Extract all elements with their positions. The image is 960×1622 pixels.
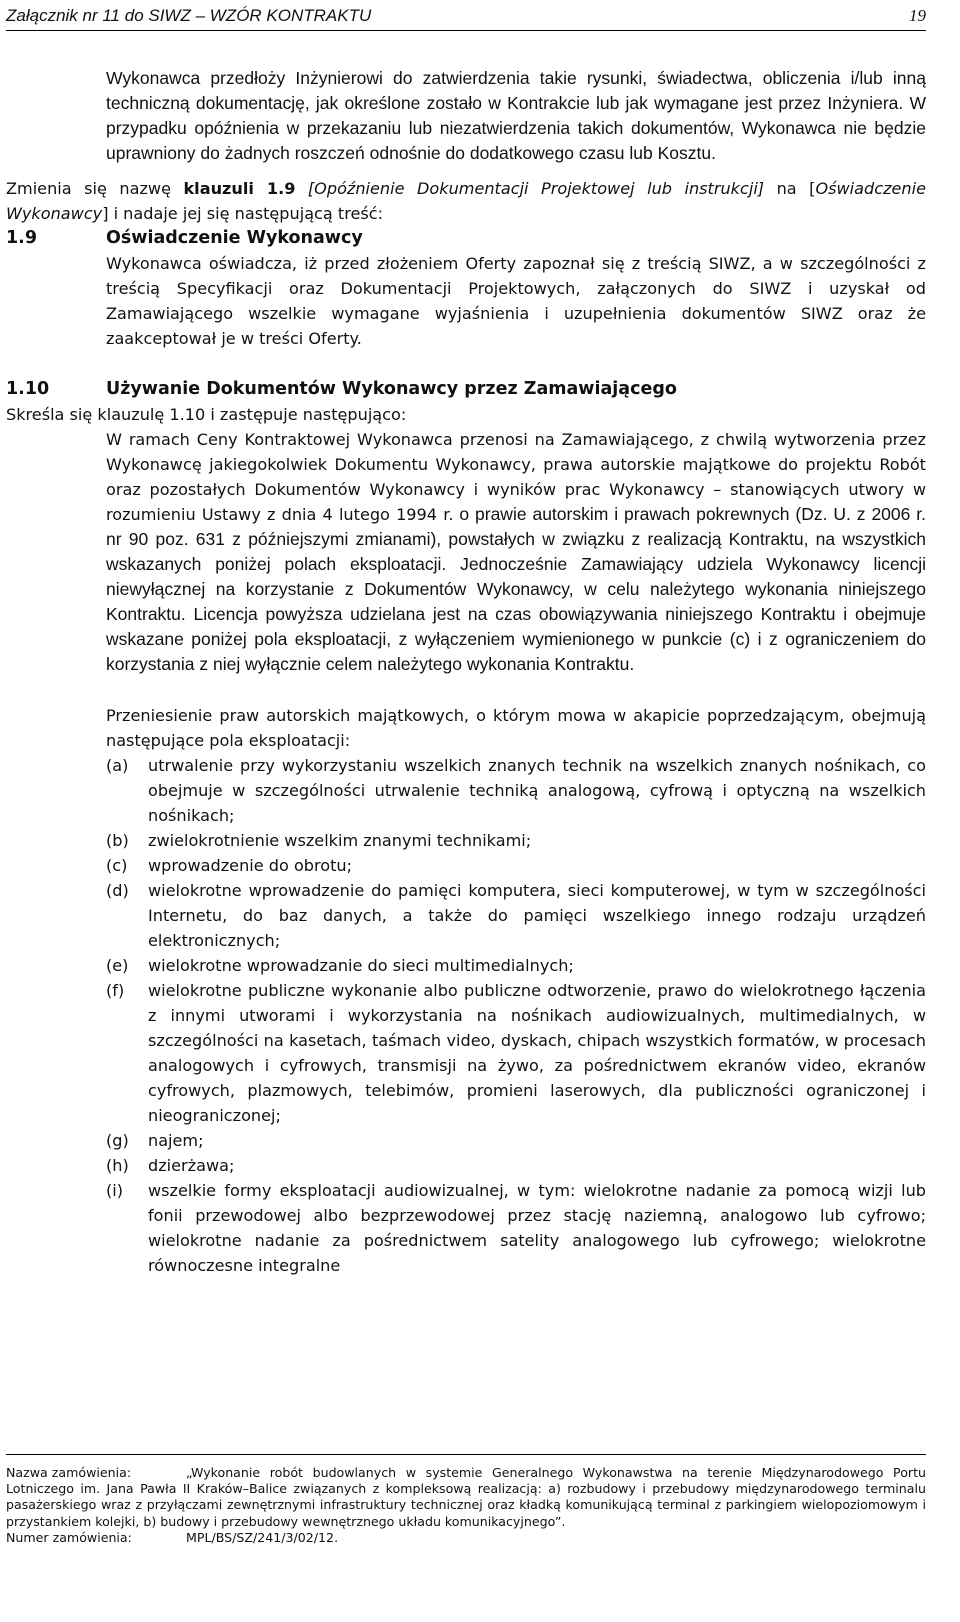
- clause-110-paragraph-1: [6, 427, 926, 677]
- list-item-label: (h): [106, 1156, 129, 1175]
- list-item: [106, 953, 926, 978]
- list-item-text: wielokrotne wprowadzanie do sieci multimedialnych;: [148, 956, 574, 975]
- list-item: [106, 853, 926, 878]
- list-item: [106, 1128, 926, 1153]
- list-item-label: (i): [106, 1181, 124, 1200]
- clause-110-para1-b: o prawie autorskim i prawach pokrewnych (Dz. U. z 2006 r. nr 90 poz. 631 z późniejszymi zmianami), powstałych w związku z realizacją Kontraktu, na wszystkich wskazanych poniżej polach eksploatacji. Jednocześnie Zamawiający udziela Wykonawcy licencji niewyłącznej na korzystanie z Dokumentów Wykonawcy, w celu należytego wykonania niniejszego Kontraktu. Licencja powyższa udzielana jest na czas obowiązywania niniejszego Kontraktu i obejmuje wskazane poniżej pola eksploatacji, z wyłączeniem wymienionego w punkcie (c) i z ograniczeniem do korzystania z niej wyłącznie celem należytego wykonania Kontraktu.: [106, 504, 927, 674]
- footer-number-label: Numer zamówienia:: [6, 1529, 132, 1545]
- exploitation-fields-list: [6, 753, 926, 1278]
- clause-19-title: Oświadczenie Wykonawcy: [106, 228, 363, 248]
- page-header: [6, 6, 926, 31]
- list-item-text: wszelkie formy eksploatacji audiowizualnej, w tym: wielokrotne nadanie za pomocą wizji lub fonii przewodowej albo bezprzewodowej przez stację naziemną, analogowo lub cyfrowo; wielokrotne nadanie za pośrednictwem satelity analogowego lub cyfrowego; wielokrotne równoczesne integralne: [148, 1181, 926, 1275]
- intro-paragraph: [6, 66, 926, 166]
- list-item: [106, 753, 926, 828]
- list-item-text: wielokrotne wprowadzenie do pamięci komputera, sieci komputerowej, w tym w szczególności Internetu, do baz danych, a także do pamięci wszelkiego innego rodzaju urządzeń elektronicznych;: [148, 881, 926, 950]
- list-item: [106, 1153, 926, 1178]
- clause-110-para1-a: W ramach Ceny Kontraktowej Wykonawca przenosi na Zamawiającego, z chwilą wytworzenia przez Wykonawcę jakiegokolwiek Dokumentu Wykonawcy, prawa autorskie majątkowe do projektu Robót oraz pozostałych Dokumentów Wykonawcy i wyników prac Wykonawcy – stanowiących utwory w rozumieniu Ustawy z dnia 4 lutego 1994 r.: [106, 430, 926, 524]
- list-item-label: (e): [106, 956, 129, 975]
- list-item-label: (d): [106, 881, 129, 900]
- list-item-text: utrwalenie przy wykorzystaniu wszelkich znanych technik na wszelkich znanych nośnikach, co obejmuje w szczególności utrwalenie techniką analogową, cyfrową i optyczną na wszelkich nośnikach;: [148, 756, 926, 825]
- list-item-text: wprowadzenie do obrotu;: [148, 856, 353, 875]
- change-clause-ref: klauzuli 1.9: [183, 179, 296, 198]
- change-old-title: [Opóźnienie Dokumentacji Projektowej lub instrukcji]: [295, 179, 765, 198]
- list-item-text: zwielokrotnienie wszelkim znanymi technikami;: [148, 831, 532, 850]
- clause-110-heading: [6, 377, 926, 402]
- list-item-label: (c): [106, 856, 128, 875]
- clause-19-number: 1.9: [6, 228, 38, 248]
- list-item-label: (g): [106, 1131, 129, 1150]
- page-footer: [6, 1454, 926, 1546]
- header-title: Załącznik nr 11 do SIWZ – WZÓR KONTRAKTU: [6, 6, 372, 25]
- document-body: [6, 66, 926, 1278]
- list-item-text: wielokrotne publiczne wykonanie albo publiczne odtworzenie, prawo do wielokrotnego łączenia z innymi utworami i wykorzystania na nośnikach audiowizualnych, multimedialnych, w szczególności na kasetach, taśmach video, dyskach, chipach wszystkich formatów, w procesach analogowych i cyfrowych, transmisji na żywo, za pośrednictwem ekranów video, ekranów cyfrowych, plazmowych, telebimów, promieni laserowych, dla publiczności ograniczonej i nieograniczonej;: [148, 981, 926, 1125]
- list-item: [106, 978, 926, 1128]
- clause-110-paragraph-2: Przeniesienie praw autorskich majątkowych, o którym mowa w akapicie poprzedzającym, obejmują następujące pola eksploatacji:: [106, 706, 926, 750]
- footer-order-number: [6, 1530, 926, 1546]
- footer-name-text: „Wykonanie robót budowlanych w systemie Generalnego Wykonawstwa na terenie Międzynarodowego Portu Lotniczego im. Jana Pawła II Kraków–Balice związanych z kompleksową realizacją: a) rozbudowy i przebudowy międzynarodowego terminalu pasażerskiego wraz z przyłączami zewnętrznymi infrastruktury technicznej oraz kładką komunikującą terminal z parkingiem wielopoziomowym i przystankiem kolejki, b) budowy i przebudowy wewnętrznego układu komunikacyjnego”.: [6, 1465, 926, 1529]
- change-mid: na [: [764, 179, 816, 198]
- list-item-label: (b): [106, 831, 129, 850]
- change-suffix: ] i nadaje jej się następującą treść:: [102, 204, 384, 223]
- list-item-text: dzierżawa;: [148, 1156, 235, 1175]
- change-paragraph: [6, 176, 926, 226]
- list-item-label: (f): [106, 981, 125, 1000]
- change-new-title: Oświadczenie Wykonawcy: [6, 179, 926, 223]
- list-item: [106, 878, 926, 953]
- clause-110-replace-note: Skreśla się klauzulę 1.10 i zastępuje następująco:: [6, 405, 407, 424]
- page-number: 19: [909, 6, 926, 25]
- footer-number-text: MPL/BS/SZ/241/3/02/12.: [186, 1529, 339, 1545]
- list-item: [106, 1178, 926, 1278]
- clause-110-number: 1.10: [6, 379, 50, 399]
- clause-19-text: Wykonawca oświadcza, iż przed złożeniem Oferty zapoznał się z treścią SIWZ, a w szczególności z treścią Specyfikacji oraz Dokumentacji Projektowych, załączonych do SIWZ i uzyskał od Zamawiającego wszelkie wymagane wyjaśnienia i uzupełnienia dokumentów SIWZ oraz że zaakceptował je w treści Oferty.: [106, 254, 926, 348]
- clause-110-title: Używanie Dokumentów Wykonawcy przez Zamawiającego: [106, 379, 677, 399]
- intro-text-a: Wykonawca przedłoży Inżynierowi do zatwierdzenia takie rysunki, świadectwa, obliczenia i/lub inną techniczną dokumentację, jak określone zostało w Kontrakcie lub jak wymagane jest przez Inżyniera.: [106, 68, 926, 113]
- footer-order-name: [6, 1465, 926, 1530]
- list-item-label: (a): [106, 756, 129, 775]
- list-item: [106, 828, 926, 853]
- clause-19-heading: [6, 226, 926, 251]
- change-prefix: Zmienia się nazwę: [6, 179, 184, 198]
- list-item-text: najem;: [148, 1131, 204, 1150]
- footer-name-label: Nazwa zamówienia:: [6, 1465, 132, 1480]
- intro-text-b: W przypadku opóźnienia w przekazaniu lub niezatwierdzenia takich dokumentów, Wykonawca nie będzie uprawniony do żadnych roszczeń odnośnie do dodatkowego czasu lub Kosztu.: [106, 93, 926, 163]
